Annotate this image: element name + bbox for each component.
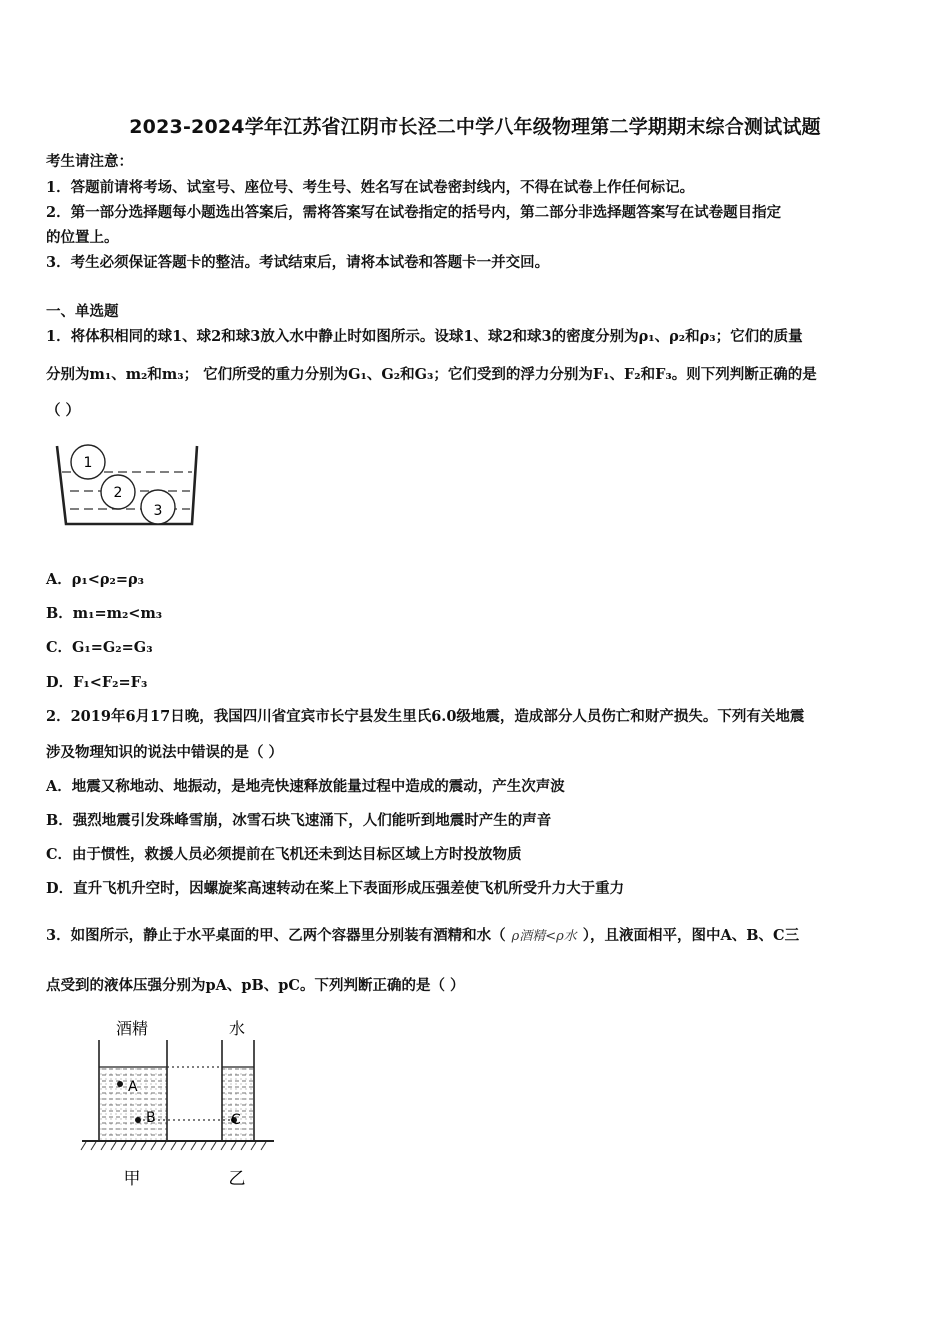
point-a (117, 1081, 123, 1087)
notice-item-2-cont: 的位置上。 (46, 229, 119, 246)
question-2-option-c: C．由于惯性，救援人员必须提前在飞机还未到达目标区域上方时投放物质 (46, 846, 522, 863)
question-2-text: 2．2019年6月17日晚，我国四川省宜宾市长宁县发生里氏6.0级地震，造成部分人员伤亡和财产损失。下列有关地震 (46, 708, 805, 725)
question-3-text (46, 926, 910, 947)
question-3-text-a: 3．如图所示，静止于水平桌面的甲、乙两个容器里分别装有酒精和水（ (46, 927, 506, 944)
question-3-text-b: ），且液面相平，图中A、B、C三 (582, 927, 800, 944)
question-1-option-c: C．G₁=G₂=G₃ (46, 639, 153, 656)
ball-3-label: 3 (153, 503, 163, 519)
container-jia-label: 甲 (123, 1169, 141, 1189)
label-water: 水 (228, 1019, 246, 1038)
container-yi-label: 乙 (228, 1169, 246, 1189)
question-1-option-a: A．ρ₁<ρ₂=ρ₃ (46, 571, 145, 588)
question-1-text: 1．将体积相同的球1、球2和球3放入水中静止时如图所示。设球1、球2和球3的密度分别为ρ₁、ρ₂和ρ₃；它们的质量 (46, 328, 803, 345)
point-b (135, 1117, 141, 1123)
density-formula: ρ酒精<ρ水 (511, 929, 577, 944)
point-a-label: A (128, 1079, 138, 1095)
question-2-option-a: A．地震又称地动、地振动，是地壳快速释放能量过程中造成的震动，产生次声波 (46, 778, 565, 795)
section-heading: 一、单选题 (46, 303, 119, 320)
notice-item-1: 1．答题前请将考场、试室号、座位号、考生号、姓名写在试卷密封线内，不得在试卷上作任何标记。 (46, 179, 695, 196)
label-alcohol: 酒精 (115, 1019, 149, 1038)
question-1-bracket: （ ） (46, 402, 81, 419)
question-1-text-2: 分别为m₁、m₂和m₃； 它们所受的重力分别为G₁、G₂和G₃；它们受到的浮力分别为F₁、F₂和F₃。则下列判断正确的是 (46, 366, 817, 383)
notice-heading: 考生请注意： (46, 153, 133, 170)
notice-item-3: 3．考生必须保证答题卡的整洁。考试结束后，请将本试卷和答题卡一并交回。 (46, 254, 550, 271)
question-1-figure (52, 436, 202, 528)
notice-item-2: 2．第一部分选择题每小题选出答案后，需将答案写在试卷指定的括号内，第二部分非选择题答案写在试卷题目指定 (46, 204, 782, 221)
page-title: 2023-2024学年江苏省江阴市长泾二中学八年级物理第二学期期末综合测试试题 (129, 116, 821, 138)
question-2-option-b: B．强烈地震引发珠峰雪崩，冰雪石块飞速涌下，人们能听到地震时产生的声音 (46, 812, 552, 829)
question-3-text-2: 点受到的液体压强分别为pA、pB、pC。下列判断正确的是（ ） (46, 977, 465, 994)
ball-2-label: 2 (113, 485, 123, 501)
point-c-label: C (231, 1112, 241, 1128)
point-b-label: B (146, 1110, 156, 1126)
ball-1-label: 1 (83, 455, 93, 471)
question-1-option-d: D．F₁<F₂=F₃ (46, 674, 148, 691)
question-2-option-d: D．直升飞机升空时，因螺旋桨高速转动在桨上下表面形成压强差使飞机所受升力大于重力 (46, 880, 625, 897)
question-2-text-2: 涉及物理知识的说法中错误的是（ ） (46, 744, 284, 761)
question-3-figure (74, 1012, 284, 1192)
question-1-option-b: B．m₁=m₂<m₃ (46, 605, 163, 622)
